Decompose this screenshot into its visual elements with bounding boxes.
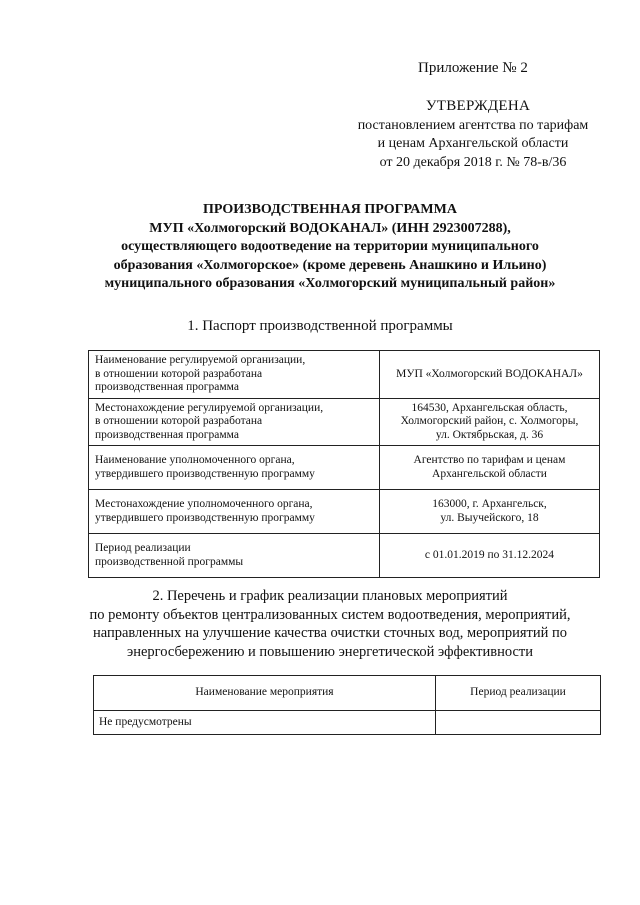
section1-heading: 1. Паспорт производственной программы: [187, 318, 453, 334]
section2-heading: [60, 587, 600, 661]
table-row: [89, 398, 600, 446]
title-line: МУП «Холмогорский ВОДОКАНАЛ» (ИНН 2923007288),: [149, 220, 511, 236]
passport-label: Наименование уполномоченного органа, утвердившего производственную программу: [89, 446, 380, 490]
period-cell: [436, 711, 601, 735]
passport-value: МУП «Холмогорский ВОДОКАНАЛ»: [380, 351, 600, 399]
approval-block: [318, 97, 598, 172]
heading-line: 2. Перечень и график реализации плановых мероприятий: [152, 588, 508, 604]
passport-value: Агентство по тарифам и ценам Архангельской области: [380, 446, 600, 490]
title-line: муниципального образования «Холмогорский муниципальный район»: [104, 276, 556, 291]
table-row: [89, 490, 600, 534]
passport-label: Местонахождение регулируемой организации, в отношении которой разработана производственная программа: [89, 398, 380, 446]
approval-line: постановлением агентства по тарифам: [357, 117, 589, 133]
approval-line: от 20 декабря 2018 г. № 78-в/36: [379, 154, 567, 170]
appendix-number: Приложение № 2: [418, 60, 528, 76]
heading-line: энергосбережению и повышению энергетической эффективности: [127, 643, 533, 660]
heading-line: по ремонту объектов централизованных систем водоотведения, мероприятий,: [89, 606, 571, 623]
column-header-event: Наименование мероприятия: [94, 676, 436, 711]
title-line: осуществляющего водоотведение на территории муниципального: [121, 239, 539, 254]
table-row: [89, 446, 600, 490]
document-title: [60, 201, 600, 294]
event-cell: Не предусмотрены: [94, 711, 436, 735]
title-line: образования «Холмогорское» (кроме деревень Анашкино и Ильино): [113, 257, 547, 273]
passport-value: 164530, Архангельская область, Холмогорский район, с. Холмогоры, ул. Октябрьская, д. 36: [380, 398, 600, 446]
passport-label: Наименование регулируемой организации, в отношении которой разработана производственная программа: [89, 351, 380, 399]
events-table: [93, 675, 601, 735]
heading-line: направленных на улучшение качества очистки сточных вод, мероприятий по: [92, 625, 568, 641]
passport-label: Местонахождение уполномоченного органа, утвердившего производственную программу: [89, 490, 380, 534]
table-row: [94, 711, 601, 735]
passport-value: с 01.01.2019 по 31.12.2024: [380, 534, 600, 578]
passport-label: Период реализации производственной программы: [89, 534, 380, 578]
approval-line: и ценам Архангельской области: [377, 136, 569, 151]
table-row: [89, 351, 600, 399]
title-line: ПРОИЗВОДСТВЕННАЯ ПРОГРАММА: [203, 202, 457, 217]
approval-title: УТВЕРЖДЕНА: [425, 98, 531, 114]
passport-table: [88, 350, 600, 578]
table-header-row: [94, 676, 601, 711]
table-row: [89, 534, 600, 578]
column-header-period: Период реализации: [436, 676, 601, 711]
passport-value: 163000, г. Архангельск, ул. Выучейского, 18: [380, 490, 600, 534]
